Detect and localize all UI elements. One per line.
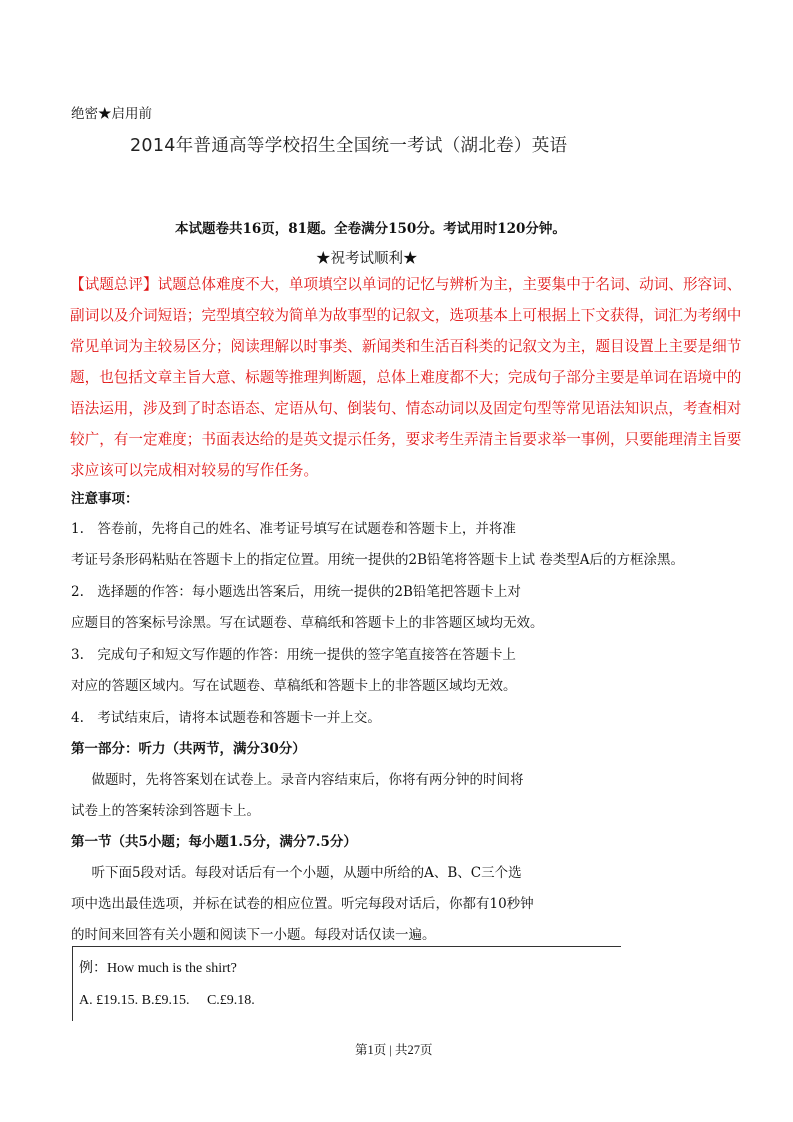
notes-heading: 注意事项： <box>71 491 139 507</box>
section1-text: 听下面5段对话。每段对话后有一个小题，从题中所给的A、B、C三个选 <box>78 865 522 881</box>
part1-text: 试卷上的答案转涂到答题卡上。 <box>71 803 260 819</box>
review-line: 题，也包括文章主旨大意、标题等推理判断题，总体上难度都不大；完成句子部分主要是单词在语境中的 <box>70 369 742 386</box>
example-options: A. £19.15. B.£9.15. C.£9.18. <box>79 993 255 1008</box>
good-luck: ★祝考试顺利★ <box>316 251 418 267</box>
review-line: 求应该可以完成相对较易的写作任务。 <box>70 462 319 479</box>
example-question: 例：How much is the shirt? <box>79 961 237 976</box>
review-line: 语法运用，涉及到了时态语态、定语从句、倒装句、情态动词以及固定句型等常见语法知识点，考查相对 <box>70 400 742 417</box>
note-line: 1. 答卷前，先将自己的姓名、准考证号填写在试题卷和答题卡上，并将准 <box>71 521 516 537</box>
section1-heading: 第一节（共5小题；每小题1.5分，满分7.5分） <box>71 834 357 850</box>
example-box <box>72 946 621 1021</box>
note-line: 对应的答题区域内。写在试题卷、草稿纸和答题卡上的非答题区域均无效。 <box>71 678 517 694</box>
review-line: 常见单词为主较易区分；阅读理解以时事类、新闻类和生活百科类的记叙文为主，题目设置上主要是细节 <box>70 338 742 355</box>
note-line: 4. 考试结束后，请将本试题卷和答题卡一并上交。 <box>71 710 381 726</box>
note-line: 应题目的答案标号涂黑。写在试题卷、草稿纸和答题卡上的非答题区域均无效。 <box>71 615 544 631</box>
part1-text: 做题时，先将答案划在试卷上。录音内容结束后，你将有两分钟的时间将 <box>78 772 524 788</box>
part1-heading: 第一部分：听力（共两节，满分30分） <box>71 741 306 757</box>
confidential-label: 绝密★启用前 <box>71 106 152 122</box>
section1-text: 的时间来回答有关小题和阅读下一小题。每段对话仅读一遍。 <box>71 927 436 943</box>
section1-text: 项中选出最佳选项，并标在试卷的相应位置。听完每段对话后，你都有10秒钟 <box>71 896 534 912</box>
note-line: 3. 完成句子和短文写作题的作答：用统一提供的签字笔直接答在答题卡上 <box>71 647 516 663</box>
page-title: 2014年普通高等学校招生全国统一考试（湖北卷）英语 <box>130 136 568 156</box>
review-line: 【试题总评】试题总体难度不大，单项填空以单词的记忆与辨析为主，主要集中于名词、动词、形容词、 <box>70 276 742 293</box>
page-footer: 第1页 | 共27页 <box>355 1043 433 1057</box>
review-line: 副词以及介词短语；完型填空较为简单为故事型的记叙文，选项基本上可根据上下文获得，词汇为考纲中 <box>70 307 742 324</box>
note-line: 2. 选择题的作答：每小题选出答案后，用统一提供的2B铅笔把答题卡上对 <box>71 584 521 600</box>
exam-info: 本试题卷共16页，81题。全卷满分150分。考试用时120分钟。 <box>175 221 566 237</box>
review-line: 较广，有一定难度；书面表达给的是英文提示任务，要求考生弄清主旨要求举一事例，只要能理清主旨要 <box>70 431 742 448</box>
note-line: 考证号条形码粘贴在答题卡上的指定位置。用统一提供的2B铅笔将答题卡上试 卷类型A后的方框涂黑。 <box>71 552 685 568</box>
